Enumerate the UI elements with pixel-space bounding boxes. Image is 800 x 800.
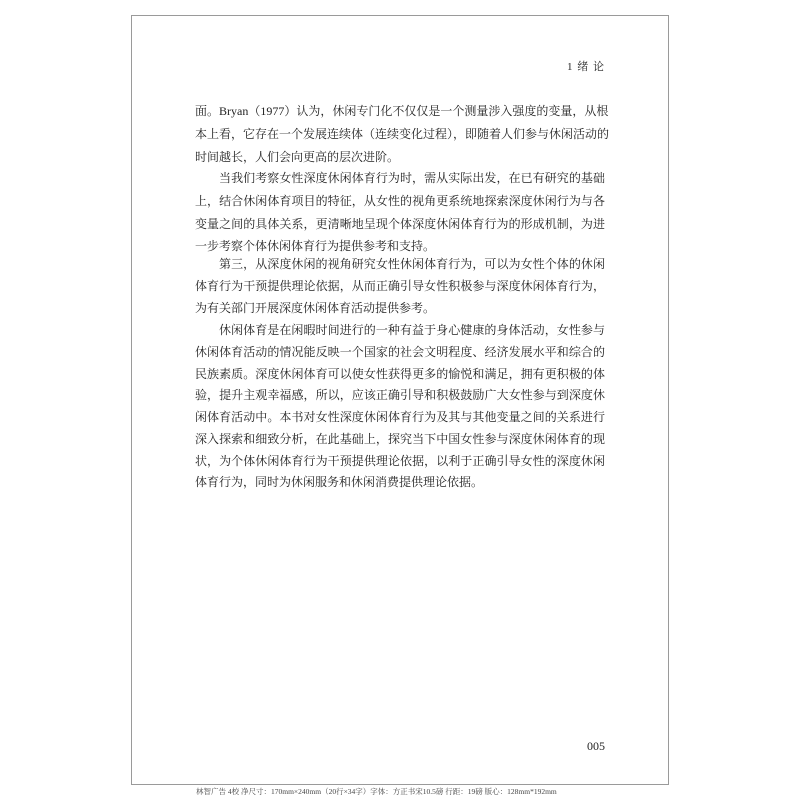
- text-line: 深入探索和细致分析，在此基础上，探究当下中国女性参与深度休闲体育的现: [195, 432, 605, 446]
- text-line: 面。Bryan（1977）认为，休闲专门化不仅仅是一个测量涉入强度的变量，从根: [195, 104, 609, 118]
- text-line: 当我们考察女性深度休闲体育行为时，需从实际出发，在已有研究的基础: [219, 171, 605, 185]
- text-line: 上，结合休闲体育项目的特征，从女性的视角更系统地探索深度休闲行为与各: [195, 194, 605, 208]
- text-line: 一步考察个体休闲体育行为提供参考和支持。: [195, 239, 436, 253]
- text-line: 民族素质。深度休闲体育可以使女性获得更多的愉悦和满足，拥有更积极的体: [195, 367, 605, 381]
- text-line: 休闲体育是在闲暇时间进行的一种有益于身心健康的身体活动，女性参与: [219, 323, 605, 337]
- text-line: 休闲体育活动的情况能反映一个国家的社会文明程度、经济发展水平和综合的: [195, 345, 605, 359]
- text-line: 变量之间的具体关系，更清晰地呈现个体深度休闲体育行为的形成机制，为进: [195, 217, 605, 231]
- text-line: 为有关部门开展深度休闲体育活动提供参考。: [195, 301, 436, 315]
- text-line: 本上看，它存在一个发展连续体（连续变化过程），即随着人们参与休闲活动的: [195, 127, 610, 141]
- page-number: 005: [587, 739, 605, 753]
- text-line: 闲体育活动中。本书对女性深度休闲体育行为及其与其他变量之间的关系进行: [195, 410, 605, 424]
- running-header: 1 绪 论: [567, 61, 605, 73]
- text-line: 时间越长，人们会向更高的层次进阶。: [195, 150, 400, 164]
- text-line: 体育行为，同时为休闲服务和休闲消费提供理论依据。: [195, 475, 484, 489]
- text-line: 状，为个体休闲体育行为干预提供理论依据，以利于正确引导女性的深度休闲: [195, 454, 605, 468]
- print-spec-footer: 林智广告 4校 净尺寸：170mm×240mm（20行×34字）字体：方正书宋10.5磅 行距：19磅 版心：128mm*192mm: [196, 787, 557, 796]
- text-line: 体育行为干预提供理论依据，从而正确引导女性积极参与深度休闲体育行为，: [195, 279, 605, 293]
- text-line: 验，提升主观幸福感，所以，应该正确引导和积极鼓励广大女性参与到深度休: [195, 388, 605, 402]
- text-line: 第三，从深度休闲的视角研究女性休闲体育行为，可以为女性个体的休闲: [219, 257, 605, 271]
